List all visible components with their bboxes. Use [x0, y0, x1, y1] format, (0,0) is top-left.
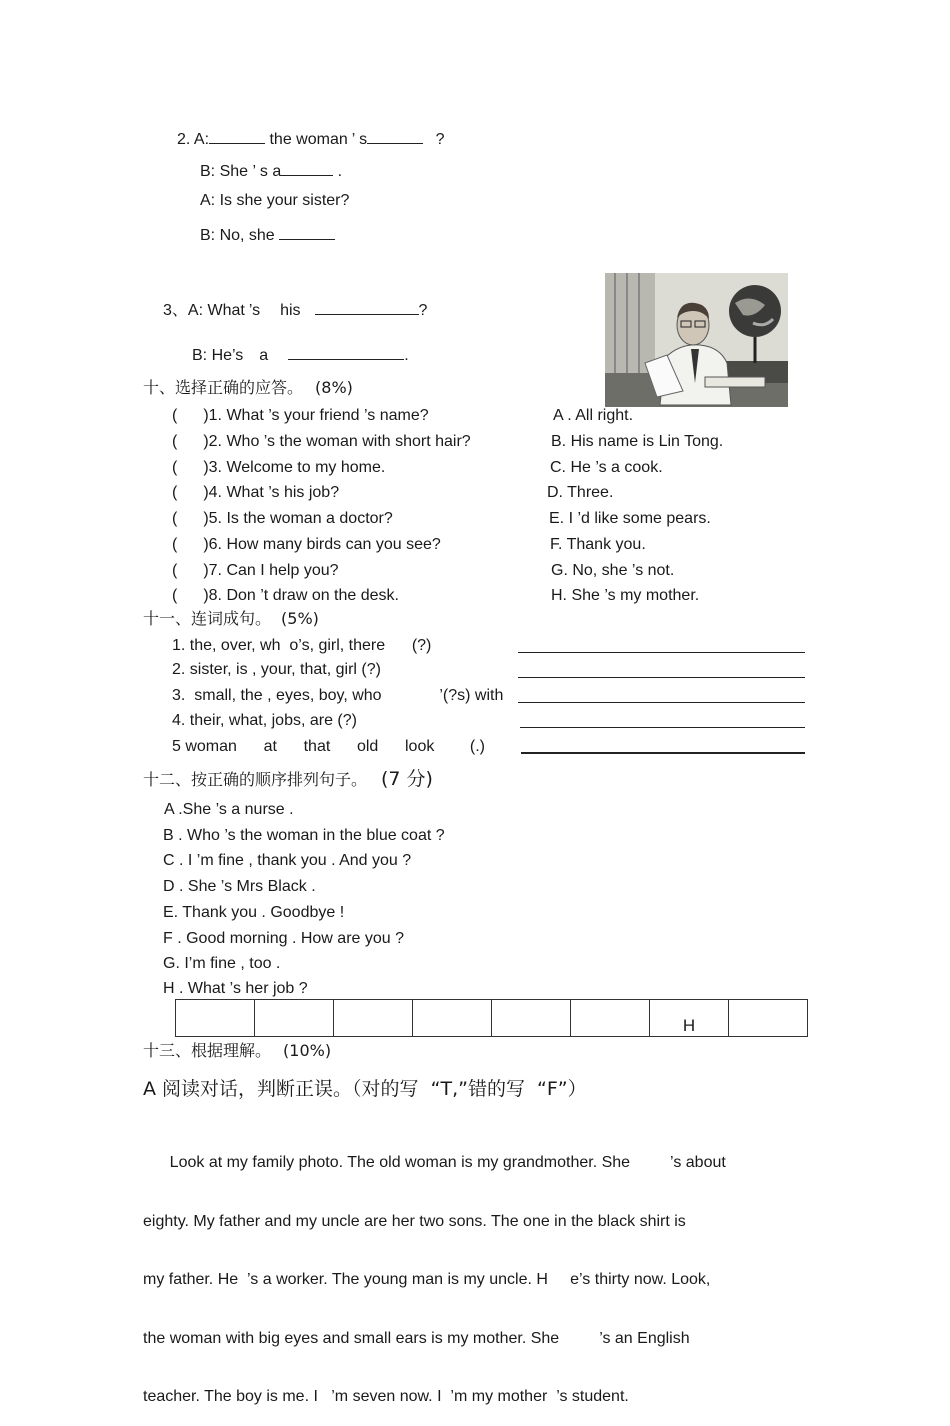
passage-line: Look at my family photo. The old woman is my grandmother. She ’s about [143, 1154, 726, 1171]
word-order-item-2: 2. sister, is , your, that, girl (?) [172, 661, 381, 678]
q2-line-2: B: She ’ s a . [200, 163, 343, 180]
question-6: ( )6. How many birds can you see? [172, 536, 441, 553]
question-8: ( )8. Don ’t draw on the desk. [172, 587, 399, 604]
order-cell-4[interactable] [413, 1000, 492, 1037]
answer-blank[interactable] [315, 300, 419, 315]
sentence-e: E. Thank you . Goodbye ! [163, 904, 345, 921]
q2-line-4: B: No, she [200, 225, 335, 244]
q3-line-2: B: He’s a . [192, 347, 409, 364]
order-cell-3[interactable] [334, 1000, 413, 1037]
man-at-desk-illustration [605, 273, 788, 407]
passage-line: teacher. The boy is me. I ’m seven now. I ’m my mother ’s student. [143, 1388, 629, 1405]
question-4: ( )4. What ’s his job? [172, 484, 340, 501]
sentence-c: C . I ’m fine , thank you . And you ? [163, 852, 412, 869]
sentence-a: A .She ’s a nurse . [164, 801, 294, 818]
word-order-item-5: 5 woman at that old look (.) [172, 738, 486, 755]
answer-option-f: F. Thank you. [550, 536, 646, 553]
sentence-f: F . Good morning . How are you ? [163, 930, 404, 947]
reading-passage [143, 1114, 823, 1426]
order-cell-2[interactable] [255, 1000, 334, 1037]
order-cell-7[interactable]: H [650, 1000, 729, 1037]
answer-option-b: B. His name is Lin Tong. [551, 433, 724, 450]
section-12-title: 十二、按正确的顺序排列句子。 (7 分) [143, 768, 433, 790]
q2-line-3: A: Is she your sister? [200, 192, 350, 209]
answer-line[interactable] [520, 727, 805, 728]
passage-line: the woman with big eyes and small ears is my mother. She ’s an English [143, 1329, 690, 1347]
answer-option-h: H. She ’s my mother. [551, 587, 700, 604]
q2-line-1: 2. A: the woman ’ s ? [177, 131, 445, 148]
section-13-title: 十三、根据理解。 (10%) [143, 1041, 332, 1060]
answer-option-a: A . All right. [553, 407, 634, 424]
order-cell-8[interactable] [729, 1000, 808, 1037]
answer-option-e: E. I ’d like some pears. [549, 510, 711, 527]
order-cell-1[interactable] [176, 1000, 255, 1037]
answer-option-g: G. No, she ’s not. [551, 562, 675, 579]
question-2: ( )2. Who ’s the woman with short hair? [172, 433, 471, 450]
order-cell-5[interactable] [492, 1000, 571, 1037]
question-1: ( )1. What ’s your friend ’s name? [172, 407, 429, 424]
answer-blank[interactable] [367, 129, 423, 144]
answer-line[interactable] [518, 677, 805, 678]
answer-blank[interactable] [281, 161, 333, 176]
question-5: ( )5. Is the woman a doctor? [172, 510, 393, 527]
order-cell-6[interactable] [571, 1000, 650, 1037]
sentence-b: B . Who ’s the woman in the blue coat ? [163, 827, 445, 844]
sentence-d: D . She ’s Mrs Black . [163, 878, 316, 895]
sentence-h: H . What ’s her job ? [163, 980, 308, 997]
order-answer-table [175, 999, 808, 1037]
question-3: ( )3. Welcome to my home. [172, 459, 386, 476]
answer-option-d: D. Three. [547, 484, 614, 501]
answer-blank[interactable] [209, 129, 265, 144]
word-order-item-3: 3. small, the , eyes, boy, who ’(?s) with [172, 687, 504, 704]
answer-blank[interactable] [288, 345, 404, 360]
section-11-title: 十一、连词成句。 (5%) [143, 609, 319, 628]
passage-line: eighty. My father and my uncle are her two sons. The one in the black shirt is [143, 1212, 686, 1230]
answer-blank[interactable] [279, 225, 335, 240]
answer-line[interactable] [521, 752, 805, 754]
answer-line[interactable] [518, 652, 805, 653]
word-order-item-1: 1. the, over, wh o’s, girl, there (?) [172, 637, 432, 654]
answer-line[interactable] [518, 702, 805, 703]
answer-option-c: C. He ’s a cook. [550, 459, 663, 476]
passage-line: my father. He ’s a worker. The young man is my uncle. H e’s thirty now. Look, [143, 1271, 711, 1288]
sentence-g: G. I’m fine , too . [163, 955, 281, 972]
section-10-title: 十、选择正确的应答。 (8%) [143, 378, 353, 397]
word-order-item-4: 4. their, what, jobs, are (?) [172, 712, 357, 729]
part-a-instruction: A 阅读对话，判断正误。（对的写 “T,”错的写 “F”） [143, 1078, 587, 1100]
question-7: ( )7. Can I help you? [172, 562, 339, 579]
q3-line-1: 3、A: What ’s his ? [163, 302, 428, 319]
